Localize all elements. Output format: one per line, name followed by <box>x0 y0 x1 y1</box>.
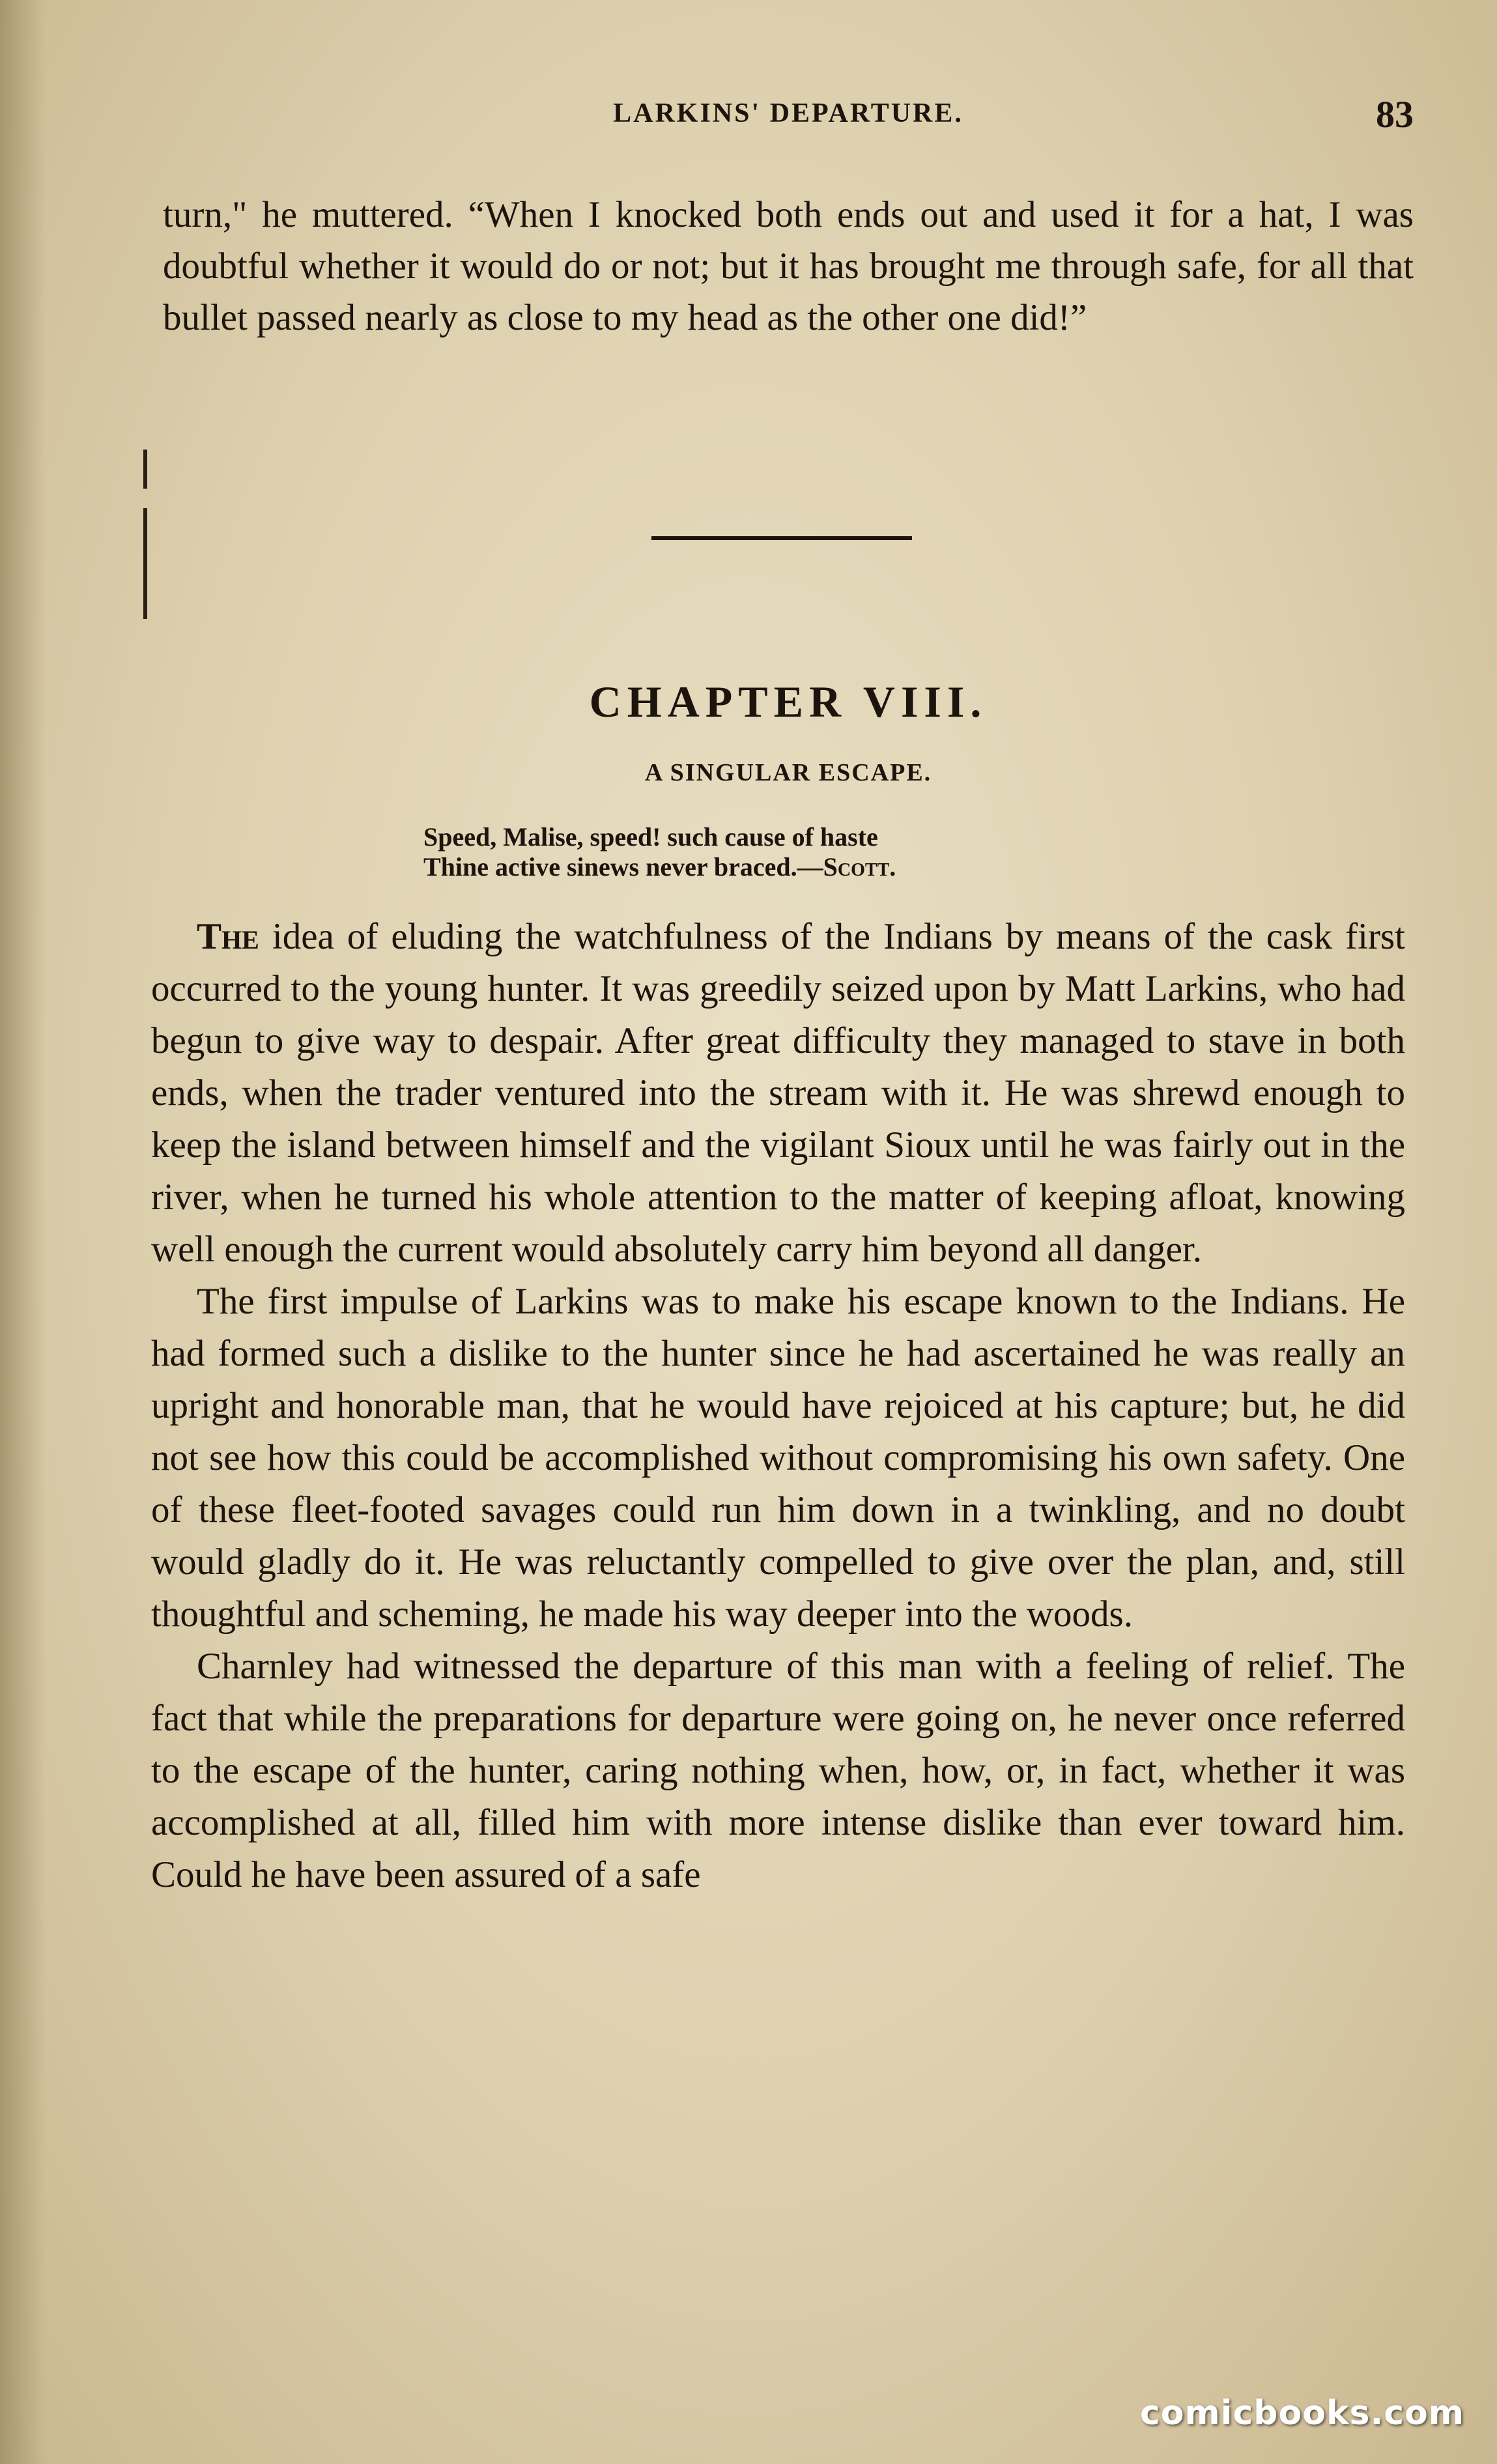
body-paragraph: The first impulse of Larkins was to make his escape known to the Indians. He had formed such a dislike to the hunter since he had ascertained he was really an upright and honorable man, that he would have rejoiced at his capture; but, he did not see how this could be accomplished without compromising his own safety. One of these fleet-footed savages could run him down in a twinkling, and no doubt would gladly do it. He was reluctantly compelled to give over the plan, and, still thoughtful and scheming, he made his way deeper into the woods. <box>151 1281 1405 1635</box>
body-paragraph: Charnley had witnessed the departure of this man with a feeling of relief. The fact that while the preparations for departure were going on, he never once referred to the escape of the hunter, caring nothing when, how, or, in fact, whether it was accomplished at all, filled him with more intense dislike than ever toward him. Could he have been assured of a safe <box>151 1646 1405 1895</box>
epigraph-author: Scott. <box>823 852 896 881</box>
chapter-body <box>151 911 1405 1901</box>
paragraph-text: idea of eluding the watchfulness of the Indians by means of the cask first occurred to the young hunter. It was greedily seized upon by Matt Larkins, who had begun to give way to despair. After great difficulty they managed to stave in both ends, when the trader ventured into the stream with it. He was shrewd enough to keep the island between himself and the vigilant Sioux until he was fairly out in the river, when he turned his whole attention to the matter of keeping afloat, knowing well enough the current would absolutely carry him beyond all danger. <box>151 916 1405 1270</box>
margin-mark <box>143 508 147 619</box>
body-paragraph <box>151 911 1405 1276</box>
chapter-subtitle: A SINGULAR ESCAPE. <box>644 759 932 786</box>
page-header <box>163 93 1414 150</box>
paragraph-lead-word: The <box>197 916 259 957</box>
section-divider <box>651 536 912 540</box>
margin-mark <box>143 450 147 489</box>
epigraph-line-text: Thine active sinews never braced.— <box>423 852 823 881</box>
watermark: comicbooks.com <box>1139 2394 1464 2433</box>
opening-paragraph: turn," he muttered. “When I knocked both ends out and used it for a hat, I was doubtful whether it would do or not; but it has brought me through safe, for all that bullet passed nearly as close to my head as the other one did!” <box>163 194 1414 338</box>
running-head: LARKINS' DEPARTURE. <box>613 98 963 128</box>
chapter-title: CHAPTER VIII. <box>589 677 988 726</box>
page-number: 83 <box>1376 93 1414 136</box>
epigraph <box>423 822 1205 882</box>
page-edge-shadow <box>0 0 46 2464</box>
epigraph-line: Speed, Malise, speed! such cause of haste <box>423 822 878 852</box>
epigraph-line <box>423 852 1205 882</box>
